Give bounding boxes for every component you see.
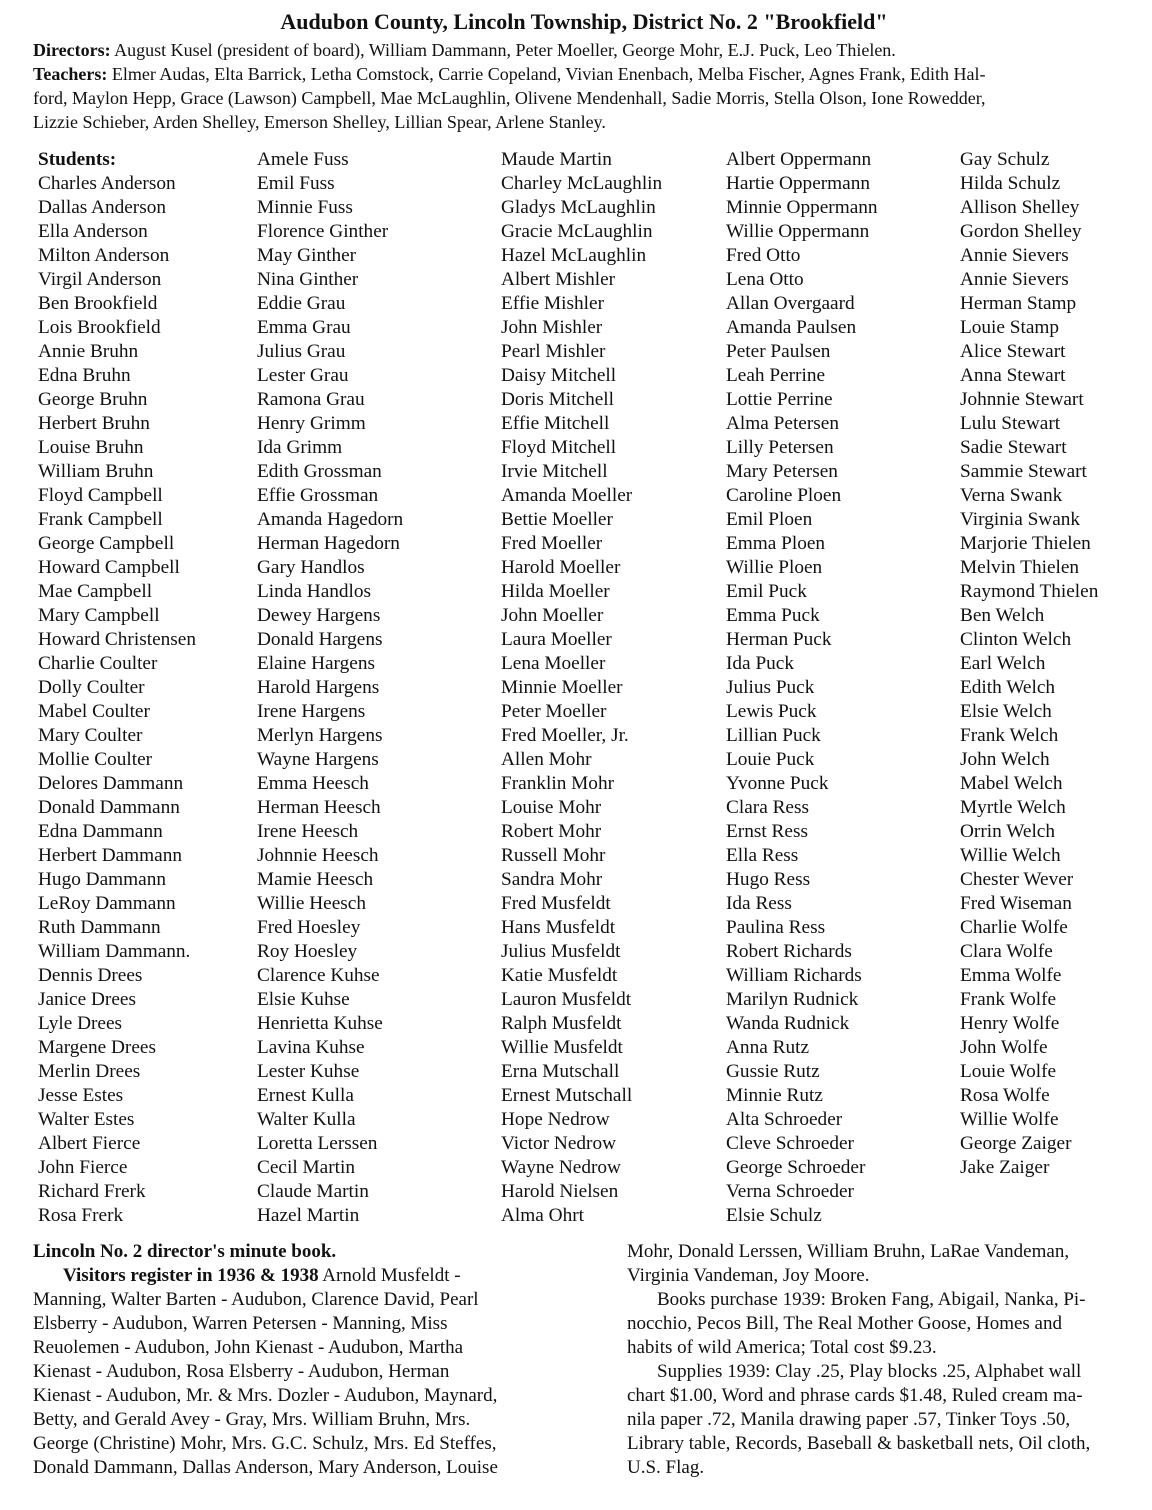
student-name: Rosa Frerk bbox=[38, 1205, 124, 1226]
student-name: Hartie Oppermann bbox=[726, 173, 871, 194]
student-name: Hugo Dammann bbox=[38, 869, 166, 890]
student-name: Milton Anderson bbox=[38, 245, 170, 266]
students-column-2 bbox=[257, 148, 403, 1228]
student-name: Clarence Kuhse bbox=[257, 965, 380, 986]
directors-label: Directors: bbox=[33, 40, 111, 60]
student-name: Lillian Puck bbox=[726, 725, 821, 746]
student-name: Mae Campbell bbox=[38, 581, 153, 602]
student-name: Ida Grimm bbox=[257, 437, 343, 458]
student-name: Howard Christensen bbox=[38, 629, 196, 650]
student-name: Emma Grau bbox=[257, 317, 351, 338]
student-name: Julius Puck bbox=[726, 677, 815, 698]
student-name: Emil Fuss bbox=[257, 173, 335, 194]
student-name: Sandra Mohr bbox=[501, 869, 603, 890]
student-name: Frank Wolfe bbox=[960, 989, 1057, 1010]
student-name: Chester Wever bbox=[960, 869, 1074, 890]
minute-book-line: chart $1.00, Word and phrase cards $1.48, Ruled cream ma- bbox=[627, 1385, 1083, 1406]
minute-book-heading: Lincoln No. 2 director's minute book. bbox=[33, 1241, 337, 1262]
teachers-label: Teachers: bbox=[33, 64, 108, 84]
student-name: Harold Moeller bbox=[501, 557, 621, 578]
student-name: William Richards bbox=[726, 965, 862, 986]
student-name: Claude Martin bbox=[257, 1181, 369, 1202]
student-name: Paulina Ress bbox=[726, 917, 826, 938]
minute-book-line: Supplies 1939: Clay .25, Play blocks .25, Alphabet wall bbox=[657, 1361, 1082, 1382]
student-name: Ben Brookfield bbox=[38, 293, 158, 314]
student-name: Loretta Lerssen bbox=[257, 1133, 378, 1154]
student-name: Hans Musfeldt bbox=[501, 917, 616, 938]
visitors-line: Reuolemen - Audubon, John Kienast - Audubon, Martha bbox=[33, 1337, 464, 1358]
student-name: Alice Stewart bbox=[960, 341, 1066, 362]
student-name: Willie Heesch bbox=[257, 893, 366, 914]
student-name: Wayne Nedrow bbox=[501, 1157, 621, 1178]
student-name: Verna Schroeder bbox=[726, 1181, 854, 1202]
student-name: May Ginther bbox=[257, 245, 357, 266]
student-name: Robert Richards bbox=[726, 941, 852, 962]
student-name: Effie Mitchell bbox=[501, 413, 610, 434]
student-name: Charles Anderson bbox=[38, 173, 176, 194]
student-name: George Campbell bbox=[38, 533, 175, 554]
student-name: Mabel Coulter bbox=[38, 701, 150, 722]
student-name: Wanda Rudnick bbox=[726, 1013, 850, 1034]
student-name: Louie Puck bbox=[726, 749, 815, 770]
minute-book-line: Books purchase 1939: Broken Fang, Abigail, Nanka, Pi- bbox=[657, 1289, 1086, 1310]
student-name: Roy Hoesley bbox=[257, 941, 358, 962]
teachers-line bbox=[33, 62, 1133, 86]
student-name: Lena Otto bbox=[726, 269, 804, 290]
student-name: Louie Wolfe bbox=[960, 1061, 1057, 1082]
student-name: Effie Grossman bbox=[257, 485, 379, 506]
student-name: Minnie Moeller bbox=[501, 677, 623, 698]
student-name: Henrietta Kuhse bbox=[257, 1013, 383, 1034]
student-name: Franklin Mohr bbox=[501, 773, 615, 794]
student-name: Fred Otto bbox=[726, 245, 801, 266]
student-name: Willie Ploen bbox=[726, 557, 823, 578]
student-name: Walter Kulla bbox=[257, 1109, 356, 1130]
student-name: Richard Frerk bbox=[38, 1181, 146, 1202]
student-name: Emma Ploen bbox=[726, 533, 826, 554]
student-name: Doris Mitchell bbox=[501, 389, 614, 410]
students-column-3 bbox=[501, 148, 662, 1228]
student-name: Linda Handlos bbox=[257, 581, 372, 602]
student-name: Ben Welch bbox=[960, 605, 1045, 626]
student-name: Edith Welch bbox=[960, 677, 1056, 698]
page-title: Audubon County, Lincoln Township, District No. 2 "Brookfield" bbox=[280, 9, 888, 34]
visitors-line: Elsberry - Audubon, Warren Petersen - Manning, Miss bbox=[33, 1313, 448, 1334]
student-name: Hilda Schulz bbox=[960, 173, 1061, 194]
directors-text: August Kusel (president of board), William Dammann, Peter Moeller, George Mohr, E.J. Puck, Leo Thielen. bbox=[114, 40, 896, 60]
student-name: Lois Brookfield bbox=[38, 317, 161, 338]
student-name: Hope Nedrow bbox=[501, 1109, 610, 1130]
student-name: Ernest Mutschall bbox=[501, 1085, 633, 1106]
student-name: Nina Ginther bbox=[257, 269, 359, 290]
minute-book-line: nila paper .72, Manila drawing paper .57, Tinker Toys .50, bbox=[627, 1409, 1071, 1430]
student-name: Maude Martin bbox=[501, 149, 612, 170]
student-name: Herman Puck bbox=[726, 629, 832, 650]
student-name: Mary Petersen bbox=[726, 461, 838, 482]
student-name: Johnnie Heesch bbox=[257, 845, 379, 866]
student-name: Julius Musfeldt bbox=[501, 941, 621, 962]
student-name: Henry Grimm bbox=[257, 413, 366, 434]
student-name: Ida Ress bbox=[726, 893, 792, 914]
student-name: William Dammann. bbox=[38, 941, 191, 962]
student-name: Emma Puck bbox=[726, 605, 820, 626]
student-name: Floyd Mitchell bbox=[501, 437, 617, 458]
student-name: Lulu Stewart bbox=[960, 413, 1061, 434]
student-name: Alma Petersen bbox=[726, 413, 839, 434]
student-name: Gordon Shelley bbox=[960, 221, 1082, 242]
student-name: Earl Welch bbox=[960, 653, 1046, 674]
student-name: Pearl Mishler bbox=[501, 341, 606, 362]
student-name: Fred Hoesley bbox=[257, 917, 361, 938]
student-name: Katie Musfeldt bbox=[501, 965, 618, 986]
student-name: Merlin Drees bbox=[38, 1061, 141, 1082]
visitors-line: Kienast - Audubon, Rosa Elsberry - Audubon, Herman bbox=[33, 1361, 450, 1382]
student-name: Emil Ploen bbox=[726, 509, 813, 530]
teachers-block bbox=[33, 62, 1133, 134]
student-name: Melvin Thielen bbox=[960, 557, 1080, 578]
student-name: Minnie Rutz bbox=[726, 1085, 823, 1106]
student-name: Herbert Dammann bbox=[38, 845, 183, 866]
student-name: Hugo Ress bbox=[726, 869, 811, 890]
student-name: Annie Bruhn bbox=[38, 341, 139, 362]
student-name: Albert Oppermann bbox=[726, 149, 872, 170]
minute-book-line: nocchio, Pecos Bill, The Real Mother Goose, Homes and bbox=[627, 1313, 1062, 1334]
teachers-line: ford, Maylon Hepp, Grace (Lawson) Campbell, Mae McLaughlin, Olivene Mendenhall, Sadie Morris, Stella Olson, Ione Rowedder, bbox=[33, 88, 986, 108]
student-name: Elsie Kuhse bbox=[257, 989, 350, 1010]
student-name: Florence Ginther bbox=[257, 221, 389, 242]
student-name: Hilda Moeller bbox=[501, 581, 610, 602]
minute-book-right bbox=[627, 1240, 1137, 1480]
student-name: Hazel McLaughlin bbox=[501, 245, 647, 266]
student-name: Albert Fierce bbox=[38, 1133, 141, 1154]
student-name: Lottie Perrine bbox=[726, 389, 833, 410]
student-name: Emil Puck bbox=[726, 581, 807, 602]
student-name: Ernst Ress bbox=[726, 821, 808, 842]
student-name: Alma Ohrt bbox=[501, 1205, 584, 1226]
student-name: Henry Wolfe bbox=[960, 1013, 1060, 1034]
student-name: Lester Grau bbox=[257, 365, 349, 386]
student-name: Jesse Estes bbox=[38, 1085, 124, 1106]
student-name: Julius Grau bbox=[257, 341, 346, 362]
student-name: Virgil Anderson bbox=[38, 269, 162, 290]
student-name: Gracie McLaughlin bbox=[501, 221, 653, 242]
student-name: Willie Oppermann bbox=[726, 221, 870, 242]
student-name: Edith Grossman bbox=[257, 461, 382, 482]
student-name: Albert Mishler bbox=[501, 269, 616, 290]
student-name: Dolly Coulter bbox=[38, 677, 145, 698]
student-name: Fred Moeller bbox=[501, 533, 603, 554]
student-name: Irene Heesch bbox=[257, 821, 359, 842]
student-name: Willie Wolfe bbox=[960, 1109, 1059, 1130]
student-name: Fred Wiseman bbox=[960, 893, 1072, 914]
visitors-line: Manning, Walter Barten - Audubon, Clarence David, Pearl bbox=[33, 1289, 479, 1310]
student-name: Willie Musfeldt bbox=[501, 1037, 623, 1058]
student-name: Peter Moeller bbox=[501, 701, 607, 722]
student-name: Anna Rutz bbox=[726, 1037, 809, 1058]
student-name: Daisy Mitchell bbox=[501, 365, 617, 386]
student-name: Ella Ress bbox=[726, 845, 799, 866]
student-name: Edna Dammann bbox=[38, 821, 163, 842]
student-name: Virginia Swank bbox=[960, 509, 1081, 530]
directors-line bbox=[33, 38, 1133, 62]
student-name: Ramona Grau bbox=[257, 389, 365, 410]
student-name: Frank Welch bbox=[960, 725, 1059, 746]
student-name: Alta Schroeder bbox=[726, 1109, 843, 1130]
student-name: Russell Mohr bbox=[501, 845, 606, 866]
student-name: Elaine Hargens bbox=[257, 653, 375, 674]
student-name: Charley McLaughlin bbox=[501, 173, 663, 194]
visitors-line: Kienast - Audubon, Mr. & Mrs. Dozler - Audubon, Maynard, bbox=[33, 1385, 498, 1406]
student-name: Margene Drees bbox=[38, 1037, 156, 1058]
student-name: John Wolfe bbox=[960, 1037, 1048, 1058]
student-name: Gladys McLaughlin bbox=[501, 197, 656, 218]
students-column-4 bbox=[726, 148, 878, 1228]
student-name: Louise Bruhn bbox=[38, 437, 144, 458]
student-name: Ernest Kulla bbox=[257, 1085, 354, 1106]
student-name: Bettie Moeller bbox=[501, 509, 613, 530]
student-name: Minnie Oppermann bbox=[726, 197, 878, 218]
student-name: Amanda Hagedorn bbox=[257, 509, 404, 530]
student-name: Laura Moeller bbox=[501, 629, 612, 650]
student-name: Robert Mohr bbox=[501, 821, 602, 842]
student-name: Ruth Dammann bbox=[38, 917, 161, 938]
student-name: Johnnie Stewart bbox=[960, 389, 1084, 410]
student-name: Verna Swank bbox=[960, 485, 1063, 506]
student-name: Gussie Rutz bbox=[726, 1061, 820, 1082]
student-name: John Mishler bbox=[501, 317, 603, 338]
student-name: Irene Hargens bbox=[257, 701, 366, 722]
student-name: Lena Moeller bbox=[501, 653, 606, 674]
student-name: Mary Coulter bbox=[38, 725, 143, 746]
student-name: John Welch bbox=[960, 749, 1050, 770]
student-name: Elsie Schulz bbox=[726, 1205, 822, 1226]
student-name: Lester Kuhse bbox=[257, 1061, 360, 1082]
student-name: Emma Heesch bbox=[257, 773, 369, 794]
students-label: Students: bbox=[38, 149, 117, 170]
student-name: Harold Nielsen bbox=[501, 1181, 619, 1202]
student-name: Dewey Hargens bbox=[257, 605, 381, 626]
student-name: Floyd Campbell bbox=[38, 485, 163, 506]
student-name: Lavina Kuhse bbox=[257, 1037, 365, 1058]
student-name: Janice Drees bbox=[38, 989, 136, 1010]
student-name: Annie Sievers bbox=[960, 269, 1069, 290]
student-name: Allan Overgaard bbox=[726, 293, 855, 314]
student-name: John Moeller bbox=[501, 605, 604, 626]
student-name: Peter Paulsen bbox=[726, 341, 831, 362]
student-name: Sammie Stewart bbox=[960, 461, 1087, 482]
minute-book-line: habits of wild America; Total cost $9.23. bbox=[627, 1337, 937, 1358]
student-name: Lilly Petersen bbox=[726, 437, 834, 458]
student-name: Allison Shelley bbox=[960, 197, 1080, 218]
visitors-line: Visitors register in 1936 & 1938 Arnold Musfeldt - bbox=[63, 1265, 461, 1286]
visitors-label: Visitors register in 1936 & 1938 bbox=[63, 1265, 319, 1286]
student-name: John Fierce bbox=[38, 1157, 128, 1178]
student-name: Caroline Ploen bbox=[726, 485, 842, 506]
student-name: Marilyn Rudnick bbox=[726, 989, 859, 1010]
student-name: Herman Stamp bbox=[960, 293, 1077, 314]
student-name: Delores Dammann bbox=[38, 773, 184, 794]
student-name: Edna Bruhn bbox=[38, 365, 131, 386]
student-name: Clinton Welch bbox=[960, 629, 1072, 650]
student-name: Wayne Hargens bbox=[257, 749, 379, 770]
student-name: Fred Musfeldt bbox=[501, 893, 611, 914]
student-name: Charlie Coulter bbox=[38, 653, 158, 674]
student-name: Dennis Drees bbox=[38, 965, 143, 986]
visitors-register bbox=[33, 1264, 573, 1480]
student-name: Effie Mishler bbox=[501, 293, 604, 314]
student-name: Victor Nedrow bbox=[501, 1133, 617, 1154]
student-name: Jake Zaiger bbox=[960, 1157, 1050, 1178]
teachers-text: Elmer Audas, Elta Barrick, Letha Comstock, Carrie Copeland, Vivian Enenbach, Melba Fischer, Agnes Frank, Edith Hal- bbox=[111, 64, 986, 84]
student-name: Gary Handlos bbox=[257, 557, 365, 578]
student-name: George Schroeder bbox=[726, 1157, 866, 1178]
student-name: Cleve Schroeder bbox=[726, 1133, 854, 1154]
student-name: Louise Mohr bbox=[501, 797, 602, 818]
student-name: Merlyn Hargens bbox=[257, 725, 383, 746]
student-name: Herman Heesch bbox=[257, 797, 381, 818]
student-name: Louie Stamp bbox=[960, 317, 1060, 338]
minute-book-line: Virginia Vandeman, Joy Moore. bbox=[627, 1265, 870, 1286]
student-name: Lauron Musfeldt bbox=[501, 989, 632, 1010]
student-name: Mary Campbell bbox=[38, 605, 160, 626]
student-name: Allen Mohr bbox=[501, 749, 592, 770]
visitors-line: Betty, and Gerald Avey - Gray, Mrs. William Bruhn, Mrs. bbox=[33, 1409, 471, 1430]
student-name: George Bruhn bbox=[38, 389, 148, 410]
student-name: George Zaiger bbox=[960, 1133, 1072, 1154]
student-name: Herman Hagedorn bbox=[257, 533, 400, 554]
student-name: Charlie Wolfe bbox=[960, 917, 1068, 938]
student-name: Donald Dammann bbox=[38, 797, 180, 818]
student-name: Erna Mutschall bbox=[501, 1061, 620, 1082]
student-name: Hazel Martin bbox=[257, 1205, 360, 1226]
student-name: LeRoy Dammann bbox=[38, 893, 176, 914]
student-name: Yvonne Puck bbox=[726, 773, 829, 794]
student-name: Marjorie Thielen bbox=[960, 533, 1091, 554]
student-name: Raymond Thielen bbox=[960, 581, 1099, 602]
student-name: Elsie Welch bbox=[960, 701, 1052, 722]
student-name: Ralph Musfeldt bbox=[501, 1013, 622, 1034]
student-name: Mabel Welch bbox=[960, 773, 1063, 794]
student-name: Amele Fuss bbox=[257, 149, 349, 170]
student-name: Herbert Bruhn bbox=[38, 413, 150, 434]
student-name: Mollie Coulter bbox=[38, 749, 153, 770]
student-name: Donald Hargens bbox=[257, 629, 383, 650]
student-name: Eddie Grau bbox=[257, 293, 346, 314]
student-name: Amanda Paulsen bbox=[726, 317, 857, 338]
student-name: Fred Moeller, Jr. bbox=[501, 725, 629, 746]
student-name: Anna Stewart bbox=[960, 365, 1066, 386]
student-name: Lewis Puck bbox=[726, 701, 817, 722]
student-name: Irvie Mitchell bbox=[501, 461, 608, 482]
minute-book-left bbox=[33, 1240, 573, 1480]
student-name: Clara Wolfe bbox=[960, 941, 1053, 962]
minute-book-line: Mohr, Donald Lerssen, William Bruhn, LaRae Vandeman, bbox=[627, 1241, 1070, 1262]
student-name: Sadie Stewart bbox=[960, 437, 1067, 458]
students-column-1 bbox=[38, 148, 196, 1228]
student-name: Leah Perrine bbox=[726, 365, 826, 386]
student-name: Harold Hargens bbox=[257, 677, 380, 698]
student-name: Frank Campbell bbox=[38, 509, 163, 530]
student-name: Gay Schulz bbox=[960, 149, 1050, 170]
student-name: Dallas Anderson bbox=[38, 197, 166, 218]
student-name: Clara Ress bbox=[726, 797, 809, 818]
students-column-5 bbox=[960, 148, 1098, 1180]
visitors-line: Donald Dammann, Dallas Anderson, Mary Anderson, Louise bbox=[33, 1457, 498, 1478]
minute-book-line: U.S. Flag. bbox=[627, 1457, 705, 1478]
student-name: Walter Estes bbox=[38, 1109, 135, 1130]
student-name: Cecil Martin bbox=[257, 1157, 355, 1178]
student-name: Rosa Wolfe bbox=[960, 1085, 1050, 1106]
visitors-line: George (Christine) Mohr, Mrs. G.C. Schulz, Mrs. Ed Steffes, bbox=[33, 1433, 497, 1454]
student-name: William Bruhn bbox=[38, 461, 154, 482]
student-name: Orrin Welch bbox=[960, 821, 1056, 842]
student-name: Annie Sievers bbox=[960, 245, 1069, 266]
student-name: Ida Puck bbox=[726, 653, 795, 674]
student-name: Howard Campbell bbox=[38, 557, 180, 578]
minute-book-line: Library table, Records, Baseball & basketball nets, Oil cloth, bbox=[627, 1433, 1091, 1454]
teachers-line: Lizzie Schieber, Arden Shelley, Emerson Shelley, Lillian Spear, Arlene Stanley. bbox=[33, 112, 606, 132]
student-name: Lyle Drees bbox=[38, 1013, 123, 1034]
student-name: Ella Anderson bbox=[38, 221, 148, 242]
student-name: Amanda Moeller bbox=[501, 485, 633, 506]
student-name: Mamie Heesch bbox=[257, 869, 374, 890]
student-name: Minnie Fuss bbox=[257, 197, 353, 218]
student-name: Willie Welch bbox=[960, 845, 1061, 866]
student-name: Myrtle Welch bbox=[960, 797, 1066, 818]
student-name: Emma Wolfe bbox=[960, 965, 1062, 986]
